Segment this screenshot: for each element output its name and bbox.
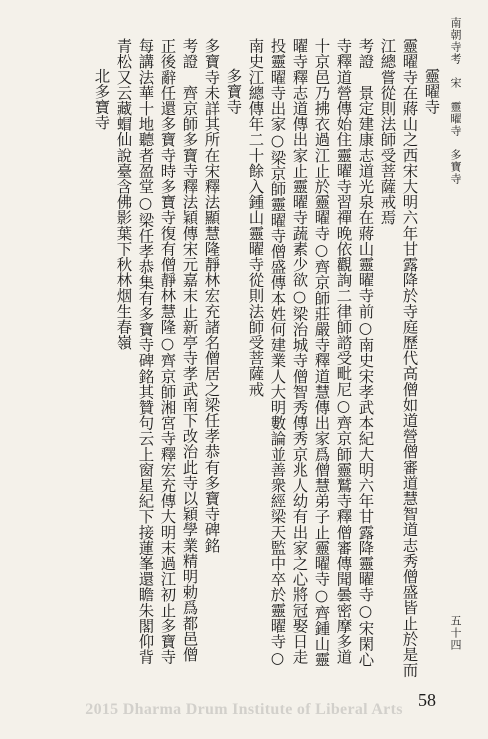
text-column-8: 南史江總傳年二十餘入鍾山靈曜寺從則法師受菩薩戒 [246, 38, 265, 397]
text-column-10: 考證 齊京師多寶寺釋法穎傳宋元嘉末止新亭寺孝武南下改治此寺以穎學業精明勅爲都邑僧 [180, 38, 199, 662]
section-heading-duobao: 多寶寺 [224, 68, 243, 115]
section-heading-lingyao: 靈曜寺 [422, 68, 441, 115]
text-column-4: 寺釋道營傳始住靈曜寺習禪晚依觀詢二律師諮受毗尼○齊京師靈鷲寺釋僧審傳聞曇密摩多道 [334, 38, 353, 665]
page-number: 58 [418, 690, 436, 710]
text-column-3: 考證 景定建康志道光泉在蔣山靈曜寺前○南史宋孝武本紀大明六年甘露降靈曜寺○宋閑心 [356, 38, 375, 668]
running-header: 南朝寺考 宋 靈曜寺 多寶寺 [449, 17, 462, 185]
section-heading-bei-duobao: 北多寶寺 [92, 68, 111, 130]
text-column-2: 江總嘗從則法師受菩薩戒焉 [378, 38, 397, 226]
watermark: 2015 Dharma Drum Institute of Liberal Arts [85, 701, 403, 718]
text-column-12: 每講法華十地聽者盈堂○梁任孝恭集有多寶寺碑銘其贊句云上窗星紀下接蓮峯還瞻朱閣仰背 [136, 38, 155, 665]
text-column-11: 正後辭任還多寶寺時多寶寺復有僧靜林慧隆○齊京師湘宮寺釋宏充傳大明末過江初止多寶寺 [158, 38, 177, 665]
text-column-1: 靈曜寺在蔣山之西宋大明六年甘露降於寺庭歷代高僧如道營僧審道慧智道志秀僧盛皆止於是而 [400, 38, 419, 678]
text-column-7: 投靈曜寺出家○梁京師靈曜寺僧盛傳本姓何建業人大明數論並善衆經梁天監中卒於靈曜寺○ [268, 38, 287, 668]
page-label-chinese: 五十四 [449, 615, 462, 651]
text-column-13: 青松又云藏蝐仙說臺含佛影葉下秋林烟生春嶺 [114, 38, 133, 350]
text-column-5: 十京邑乃拂衣過江止於靈曜寺○齊京師莊嚴寺釋道慧傳出家爲僧慧弟子止靈曜寺○齊鍾山靈 [312, 38, 331, 668]
text-column-9: 多寶寺未詳其所在宋釋法顯慧隆靜林宏充諸名僧居之梁任孝恭有多寶寺碑銘 [202, 38, 221, 553]
text-column-6: 曜寺釋志道傳出家止靈曜寺蔬素少欲○梁治城寺僧智秀傳秀京兆人幼有出家之心將冠娶日走 [290, 38, 309, 665]
